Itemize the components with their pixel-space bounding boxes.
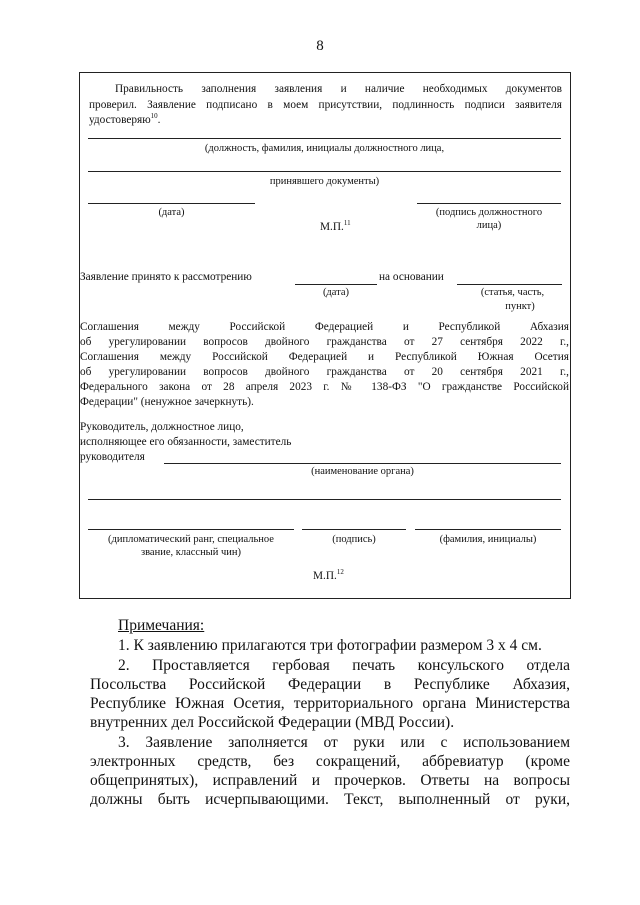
note-3-line-3: общепринятых), исправлений и прочерков. Ответы на вопросы xyxy=(90,772,570,789)
caption-signature-2: лица) xyxy=(476,220,502,231)
basis-line-6: Федерации" (ненужное зачеркнуть). xyxy=(80,396,254,408)
note-2-line-1: 2. Проставляется гербовая печать консульского отдела xyxy=(118,657,570,674)
caption-organ: (наименование органа) xyxy=(311,466,414,477)
basis-line-4: об урегулировании вопросов двойного гражданства от 20 сентября 2021 г., xyxy=(80,366,569,378)
caption-sign: (подпись) xyxy=(332,534,376,545)
caption-article-2: пункт) xyxy=(505,301,535,312)
caption-date-2: (дата) xyxy=(322,287,350,298)
page-number: 8 xyxy=(316,38,324,54)
head-line-2: исполняющее его обязанности, заместитель xyxy=(80,436,292,448)
note-3-line-1: 3. Заявление заполняется от руки или с использованием xyxy=(118,734,570,751)
note-2-line-4: внутренних дел Российской Федерации (МВД России). xyxy=(90,714,455,731)
note-2-line-3: Республике Южная Осетия, территориального органа Министерства xyxy=(90,695,570,712)
accepted-text: Заявление принято к рассмотрению xyxy=(80,271,252,283)
stamp-2: М.П.$^{12}$ xyxy=(313,568,344,582)
basis-line-1: Соглашения между Российской Федерацией и Республикой Абхазия xyxy=(80,321,569,333)
on-basis-text: на основании xyxy=(379,271,444,283)
head-line-1: Руководитель, должностное лицо, xyxy=(80,421,244,433)
notes-heading: Примечания: xyxy=(118,617,205,634)
intro-line-3: удостоверяю$^{10}$. xyxy=(89,112,161,126)
caption-signature-1: (подпись должностного xyxy=(435,207,543,218)
intro-line-1: Правильность заполнения заявления и наличие необходимых документов xyxy=(115,83,562,95)
caption-official-1: (должность, фамилия, инициалы должностного лица, xyxy=(204,143,445,154)
basis-line-5: Федерального закона от 28 апреля 2023 г. № 138-ФЗ "О гражданстве Российской xyxy=(80,381,569,393)
caption-rank-1: (дипломатический ранг, специальное xyxy=(108,534,274,545)
caption-date: (дата) xyxy=(158,207,185,218)
caption-article-1: (статья, часть, xyxy=(480,287,545,298)
caption-name: (фамилия, инициалы) xyxy=(439,534,537,545)
note-3-line-4: должны быть исчерпывающими. Текст, выполненный от руки, xyxy=(90,791,570,808)
intro-line-2: проверил. Заявление подписано в моем присутствии, подлинность подписи заявителя xyxy=(89,99,562,111)
note-2-line-2: Посольства Российской Федерации в Республике Абхазия, xyxy=(90,676,570,693)
basis-line-3: Соглашения между Российской Федерацией и Республикой Южная Осетия xyxy=(80,351,569,363)
note-3-line-2: электронных средств, без сокращений, аббревиатур (кроме xyxy=(90,753,570,770)
caption-rank-2: звание, классный чин) xyxy=(140,547,242,558)
caption-official-2: принявшего документы) xyxy=(269,176,380,187)
note-1: 1. К заявлению прилагаются три фотографии размером 3 х 4 см. xyxy=(118,637,542,654)
basis-line-2: об урегулировании вопросов двойного гражданства от 27 сентября 2022 г., xyxy=(80,336,569,348)
head-line-3: руководителя xyxy=(80,451,145,463)
stamp-1: М.П.$^{11}$ xyxy=(320,219,351,233)
